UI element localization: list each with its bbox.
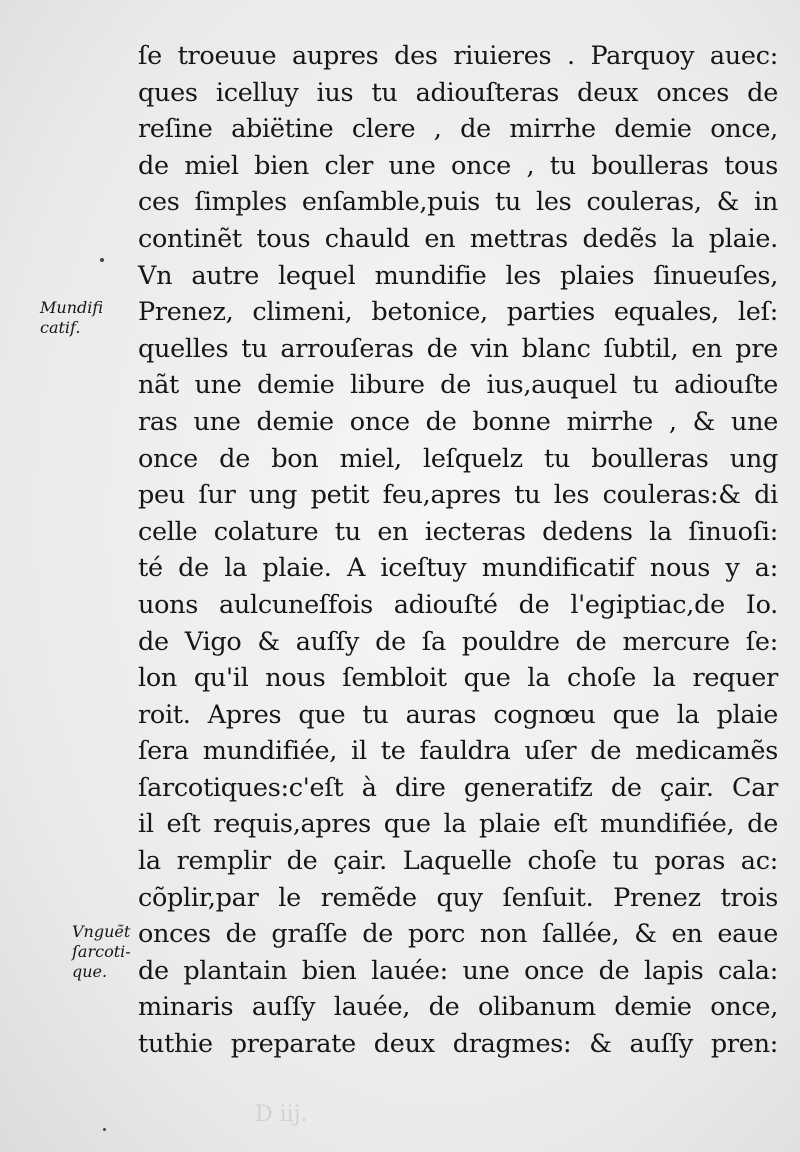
text-line: Prenez, climeni, betonice, parties equales, leſ: xyxy=(138,297,778,328)
margin-note-line: Mundifi xyxy=(40,298,104,317)
ink-speck xyxy=(103,1128,106,1131)
text-line: continẽt tous chauld en mettras dedẽs la plaie. xyxy=(138,223,778,254)
text-line: reſine abiëtine clere , de mirrhe demie once, xyxy=(138,114,778,145)
text-line: once de bon miel, leſquelz tu boulleras ung xyxy=(138,443,778,474)
text-line: il eſt requis,apres que la plaie eſt mundifiée, de xyxy=(138,809,778,840)
ink-speck xyxy=(100,258,104,262)
text-line: quelles tu arrouſeras de vin blanc ſubtil, en pre xyxy=(138,333,778,364)
body-text-block xyxy=(138,38,778,1063)
margin-note-line: ſarcoti- xyxy=(72,942,131,961)
text-line: cõplir,par le remẽde quy ſenſuit. Prenez trois xyxy=(138,882,778,913)
text-line: té de la plaie. A iceſtuy mundificatif nous y a: xyxy=(138,553,778,584)
text-line: ſe troeuue aupres des riuieres . Parquoy auec: xyxy=(138,41,778,71)
margin-note-unguent xyxy=(72,922,152,982)
text-line: la remplir de çair. Laquelle choſe tu poras ac: xyxy=(138,846,778,877)
margin-note-line: Vnguẽt xyxy=(72,922,131,941)
text-line: peu ſur ung petit feu,apres tu les couleras:& di xyxy=(138,480,778,511)
margin-note-mundificatif xyxy=(40,298,135,338)
text-line: nãt une demie libure de ius,auquel tu adiouſte xyxy=(138,370,778,401)
text-line: celle colature tu en iecteras dedens la ſinuoſi: xyxy=(138,516,778,547)
signature-mark-show-through: D iij. xyxy=(255,1102,308,1127)
text-line: de Vigo & auſſy de ſa pouldre de mercure ſe: xyxy=(138,626,778,657)
text-line: lon qu'il nous ſembloit que la choſe la requer xyxy=(138,663,778,694)
text-line: onces de graſſe de porc non ſallée, & en eaue xyxy=(138,919,778,950)
text-line: de miel bien cler une once , tu boulleras tous xyxy=(138,150,778,181)
margin-note-line: catif. xyxy=(40,318,81,337)
text-line: tuthie preparate deux dragmes: & auſſy pren: xyxy=(138,1029,778,1060)
text-line: ſarcotiques:c'eſt à dire generatifz de çair. Car xyxy=(138,772,778,803)
text-line: ras une demie once de bonne mirrhe , & une xyxy=(138,406,778,437)
text-line: de plantain bien lauée: une once de lapis cala: xyxy=(138,955,778,986)
text-line: ces ſimples enſamble,puis tu les couleras, & in xyxy=(138,187,778,218)
text-line: minaris auſſy lauée, de olibanum demie once, xyxy=(138,992,778,1023)
text-line: roit. Apres que tu auras cognœu que la plaie xyxy=(138,699,778,730)
text-line: Vn autre lequel mundifie les plaies ſinueuſes, xyxy=(138,260,778,291)
text-line: uons aulcuneſfois adiouſté de l'egiptiac,de Io. xyxy=(138,589,778,620)
text-line: ſera mundifiée, il te fauldra uſer de medicamẽs xyxy=(138,736,778,767)
margin-note-line: que. xyxy=(72,962,108,981)
text-line: ques icelluy ius tu adiouſteras deux onces de xyxy=(138,77,778,108)
